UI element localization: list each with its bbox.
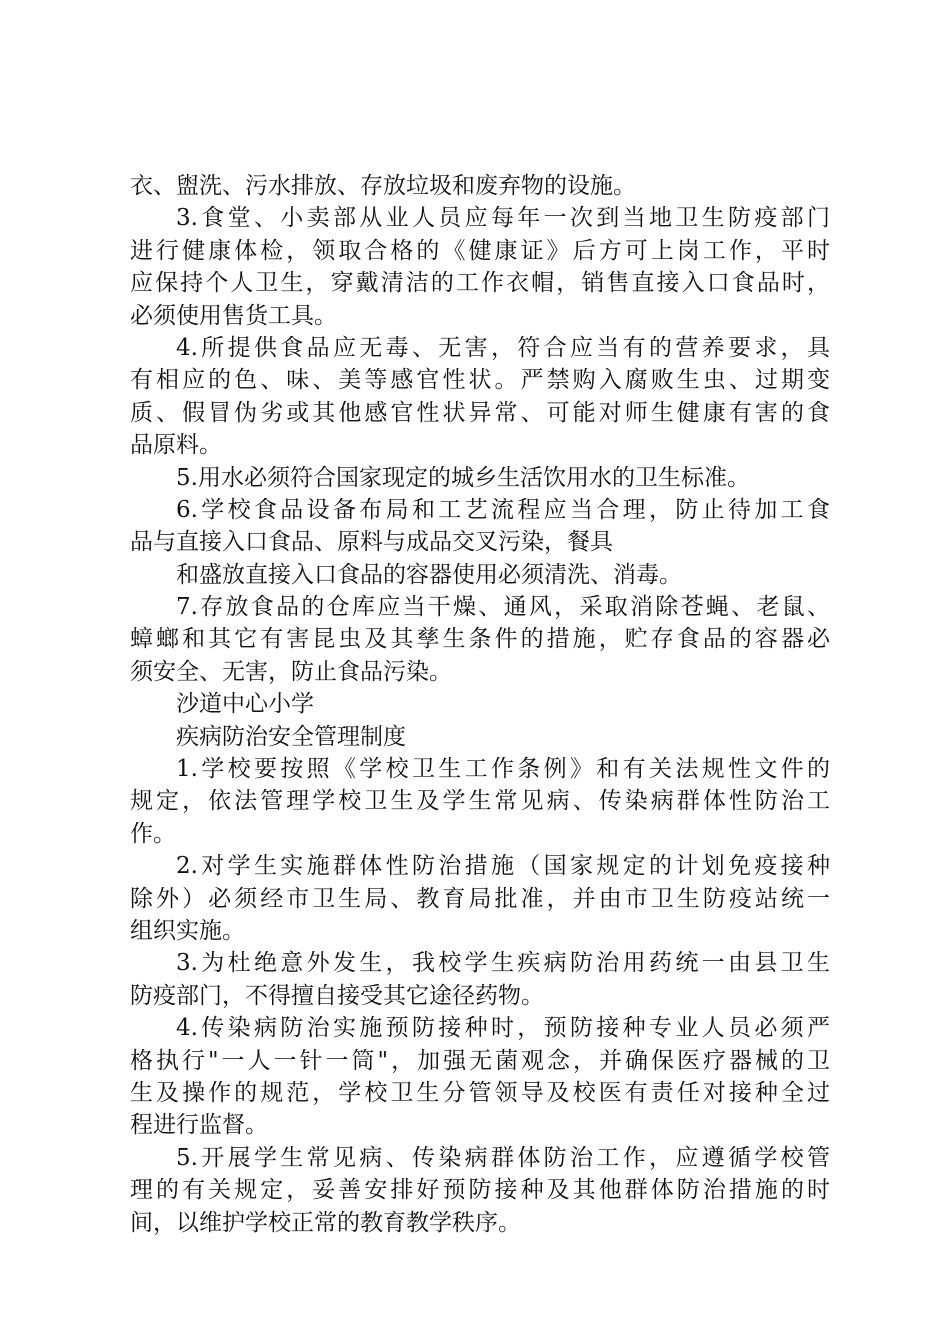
text-line: 3.食堂、小卖部从业人员应每年一次到当地卫生防疫部门 [176, 205, 830, 232]
text-line: 5.开展学生常见病、传染病群体防治工作，应遵循学校管 [176, 1144, 830, 1171]
text-line: 组织实施。 [130, 917, 245, 944]
document-body [130, 170, 830, 1239]
text-line: 7.存放食品的仓库应当干燥、通风，采取消除苍蝇、老鼠、 [176, 594, 830, 621]
text-line: 必须使用售货工具。 [130, 302, 337, 329]
text-line: 品原料。 [130, 432, 222, 459]
school-name: 沙道中心小学 [176, 691, 314, 718]
text-line: 衣、盥洗、污水排放、存放垃圾和废弃物的设施。 [130, 173, 636, 199]
text-line: 1.学校要按照《学校卫生工作条例》和有关法规性文件的 [176, 756, 830, 783]
text-line: 除外）必须经市卫生局、教育局批准，并由市卫生防疫站统一 [130, 885, 830, 912]
section-title: 疾病防治安全管理制度 [176, 723, 406, 750]
text-line: 3.为杜绝意外发生，我校学生疾病防治用药统一由县卫生 [176, 950, 830, 977]
text-line: 4.传染病防治实施预防接种时，预防接种专业人员必须严 [176, 1015, 830, 1042]
text-line: 程进行监督。 [130, 1112, 268, 1139]
text-line: 作。 [130, 820, 176, 847]
text-line: 防疫部门，不得擅自接受其它途径药物。 [130, 982, 544, 1009]
text-line: 进行健康体检，领取合格的《健康证》后方可上岗工作，平时 [130, 237, 830, 264]
text-line: 5.用水必须符合国家现定的城乡生活饮用水的卫生标准。 [176, 464, 750, 491]
text-line: 蟑螂和其它有害昆虫及其孳生条件的措施，贮存食品的容器必 [130, 626, 830, 653]
text-line: 间，以维护学校正常的教育教学秩序。 [130, 1209, 521, 1236]
text-line: 格执行"一人一针一筒"，加强无菌观念，并确保医疗器械的卫 [130, 1047, 830, 1074]
text-line: 有相应的色、味、美等感官性状。严禁购入腐败生虫、过期变 [130, 367, 830, 394]
text-line: 须安全、无害，防止食品污染。 [130, 658, 452, 685]
text-line: 应保持个人卫生，穿戴清洁的工作衣帽，销售直接入口食品时， [130, 270, 830, 297]
text-line: 品与直接入口食品、原料与成品交叉污染，餐具 [130, 529, 613, 556]
text-line: 生及操作的规范，学校卫生分管领导及校医有责任对接种全过 [130, 1079, 830, 1106]
text-line: 理的有关规定，妥善安排好预防接种及其他群体防治措施的时 [130, 1177, 830, 1204]
text-line: 质、假冒伪劣或其他感官性状异常、可能对师生健康有害的食 [130, 399, 830, 426]
text-line: 6.学校食品设备布局和工艺流程应当合理，防止待加工食 [176, 496, 830, 523]
text-line: 2.对学生实施群体性防治措施（国家规定的计划免疫接种 [176, 853, 830, 880]
text-line: 规定，依法管理学校卫生及学生常见病、传染病群体性防治工 [130, 788, 830, 815]
text-line: 4.所提供食品应无毒、无害，符合应当有的营养要求，具 [176, 334, 830, 361]
text-line: 和盛放直接入口食品的容器使用必须清洗、消毒。 [176, 561, 682, 588]
